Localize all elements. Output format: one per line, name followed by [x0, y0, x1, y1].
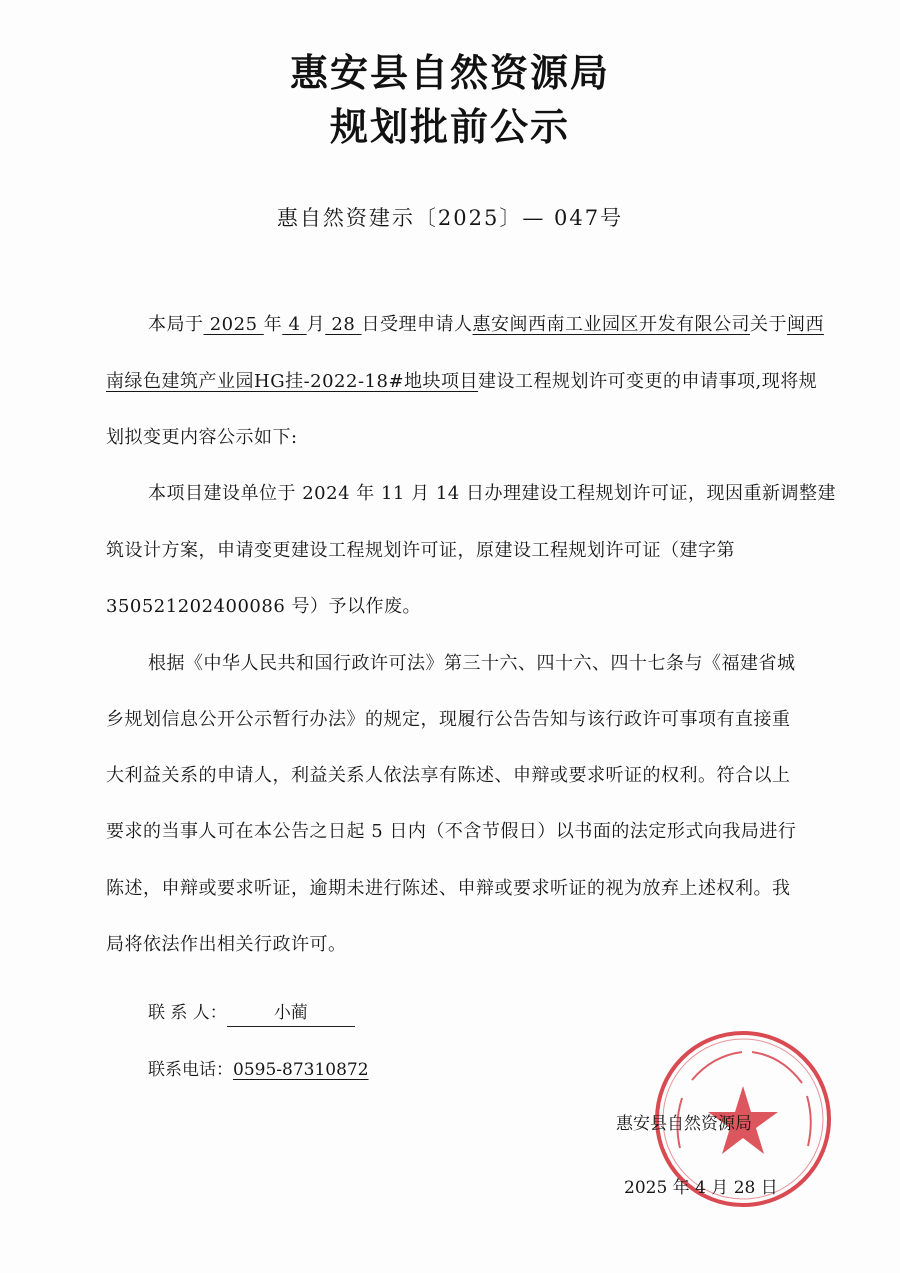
paragraph-3-line-4: 要求的当事人可在本公告之日起 5 日内（不含节假日）以书面的法定形式向我局进行	[106, 821, 797, 842]
text: 年	[263, 314, 283, 335]
paragraph-3-line-6: 局将依法作出相关行政许可。	[106, 934, 347, 955]
paragraph-3-line-3: 大利益关系的申请人，利益关系人依法享有陈述、申辩或要求听证的权利。符合以上	[106, 765, 791, 786]
page-title: 惠安县自然资源局	[289, 51, 610, 95]
text: 月	[306, 314, 326, 335]
paragraph-3-line-5: 陈述，申辩或要求听证，逾期未进行陈述、申辩或要求听证的视为放弃上述权利。我	[106, 878, 791, 899]
text: 建设工程规划许可变更的申请事项,现将规	[478, 371, 818, 392]
page-subtitle: 规划批前公示	[329, 105, 570, 149]
paragraph-3-line-1: 根据《中华人民共和国行政许可法》第三十六、四十六、四十七条与《福建省城	[148, 653, 796, 674]
contact-person-label: 联 系 人：	[148, 1003, 227, 1023]
applicant-name: 惠安闽西南工业园区开发有限公司	[472, 314, 751, 335]
paragraph-1-line-2	[106, 369, 817, 395]
receipt-month: 4	[282, 314, 307, 335]
paragraph-1-line-3: 划拟变更内容公示如下:	[106, 427, 298, 448]
contact-phone-label: 联系电话：	[148, 1060, 233, 1080]
receipt-day: 28	[325, 314, 362, 335]
project-name-part-1: 闽西	[787, 314, 825, 335]
signature-date: 2025 年 4 月 28 日	[624, 1178, 778, 1198]
text: 关于	[750, 314, 788, 335]
paragraph-2-line-2: 筑设计方案，申请变更建设工程规划许可证，原建设工程规划许可证（建字第	[106, 540, 735, 561]
receipt-year: 2025	[203, 314, 264, 335]
contact-person-row	[148, 1001, 355, 1027]
paragraph-2-line-3: 350521202400086 号）予以作废。	[106, 596, 422, 617]
paragraph-2-line-1: 本项目建设单位于 2024 年 11 月 14 日办理建设工程规划许可证，现因重新调整建	[148, 483, 836, 504]
text: 日受理申请人	[361, 314, 473, 335]
contact-phone: 0595-87310872	[233, 1060, 369, 1080]
contact-phone-row	[148, 1058, 369, 1082]
signature-organization: 惠安县自然资源局	[616, 1114, 752, 1134]
text: 本局于	[148, 314, 204, 335]
paragraph-3-line-2: 乡规划信息公开公示暂行办法》的规定，现履行公告告知与该行政许可事项有直接重	[106, 709, 791, 730]
document-number: 惠自然资建示〔2025〕— 047号	[276, 206, 624, 230]
paragraph-1-line-1	[148, 312, 824, 338]
contact-person-name: 小蔺	[227, 1001, 355, 1027]
project-name-part-2: 南绿色建筑产业园HG挂-2022-18#地块项目	[106, 371, 479, 392]
